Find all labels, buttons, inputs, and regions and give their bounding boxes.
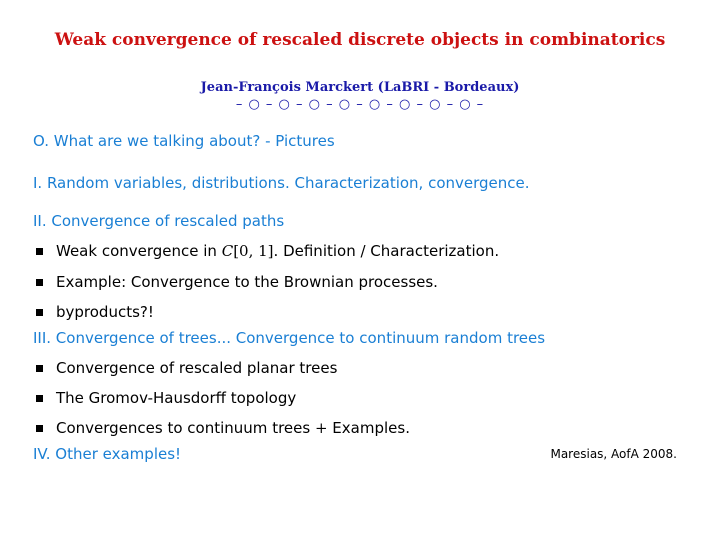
section-pictures: O. What are we talking about? - Pictures bbox=[33, 132, 335, 150]
list-item-continuum-trees bbox=[36, 419, 410, 437]
item-text: Examples. bbox=[327, 419, 410, 437]
math-interval: [0, 1]. bbox=[233, 242, 279, 260]
item-text: Convergences to continuum trees bbox=[56, 419, 315, 437]
item-text: Convergence of rescaled planar trees bbox=[56, 359, 338, 377]
section-other-examples: IV. Other examples! bbox=[33, 445, 182, 463]
list-item-gromov-hausdorff bbox=[36, 389, 296, 407]
list-item-byproducts bbox=[36, 303, 154, 321]
footer-venue: Maresias, AofA 2008. bbox=[550, 447, 677, 461]
bullet-icon bbox=[36, 279, 43, 286]
list-item-brownian bbox=[36, 273, 438, 291]
item-text: byproducts?! bbox=[56, 303, 154, 321]
list-item-weak-convergence bbox=[36, 242, 499, 260]
section-trees: III. Convergence of trees... Convergence to continuum random trees bbox=[33, 329, 546, 347]
item-text: The Gromov-Hausdorff topology bbox=[56, 389, 297, 407]
list-item-planar-trees bbox=[36, 359, 337, 377]
item-text: Definition / Characterization. bbox=[278, 242, 500, 260]
author-line: Jean-François Marckert (LaBRI - Bordeaux) bbox=[200, 80, 520, 95]
bullet-icon bbox=[36, 395, 43, 402]
math-c: C bbox=[221, 242, 234, 260]
math-plus: + bbox=[314, 419, 328, 437]
bullet-icon bbox=[36, 309, 43, 316]
section-rescaled-paths: II. Convergence of rescaled paths bbox=[33, 212, 285, 230]
section-random-variables: I. Random variables, distributions. Characterization, convergence. bbox=[33, 174, 530, 192]
slide-title: Weak convergence of rescaled discrete objects in combinatorics bbox=[54, 30, 666, 50]
bullet-icon bbox=[36, 248, 43, 255]
ornament-divider: – ○ – ○ – ○ – ○ – ○ – ○ – ○ – ○ – bbox=[235, 97, 485, 112]
item-text: Weak convergence in bbox=[56, 242, 222, 260]
bullet-icon bbox=[36, 365, 43, 372]
item-text: Example: Convergence to the Brownian processes. bbox=[56, 273, 438, 291]
bullet-icon bbox=[36, 425, 43, 432]
